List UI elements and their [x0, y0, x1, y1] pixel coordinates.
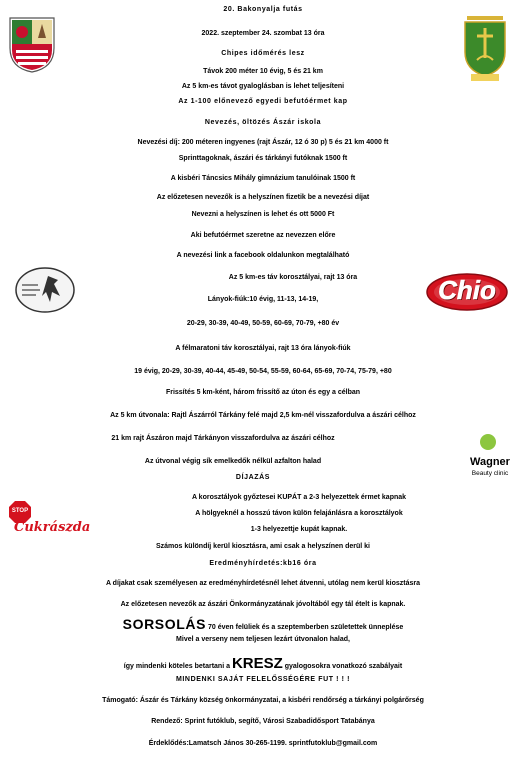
- half-groups: 19 évig, 20-29, 30-39, 40-44, 45-49, 50-54, 55-59, 60-64, 65-69, 70-74, 75-79, +80: [134, 368, 392, 375]
- prize-cup-line: A korosztályok győztesei KUPÁT a 2-3 helyezettek érmet kapnak: [191, 494, 407, 501]
- traffic-line-1: Mivel a verseny nem teljesen lezárt útvonalon halad,: [176, 636, 350, 643]
- on-site-entry-line: Nevezni a helyszínen is lehet és ott 5000 Ft: [191, 211, 335, 218]
- left-coat-of-arms: [8, 14, 56, 74]
- sponsors-line: Támogató: Ászár és Tárkány község önkormányzatai, a kisbéri rendőrség a tárkányi polgárőrség: [102, 697, 424, 704]
- lottery-text: 70 éven felüliek és a szeptemberben születettek ünneplése: [208, 624, 404, 631]
- fee-line: Nevezési díj: 200 méteren ingyenes (rajt Ászár, 12 ó 30 p) 5 és 21 km 4000 ft: [137, 139, 389, 146]
- facebook-line: A nevezési link a facebook oldalunkon megtalálható: [176, 252, 350, 259]
- results-line: Eredményhírdetés:kb16 óra: [209, 560, 317, 567]
- school-line: A kisbéri Táncsics Mihály gimnázium tanulóinak 1500 ft: [170, 175, 356, 182]
- traffic-line-2: [0, 656, 526, 671]
- stop-cukraszda-logo: [8, 500, 91, 540]
- route21-line: 21 km rajt Ászáron majd Tárkányon visszafordulva az ászári célhoz: [111, 435, 335, 442]
- flat-line: Az útvonal végig sík emelkedők nélkül azfalton halad: [144, 458, 322, 465]
- on-site-fee-line: Az előzetesen nevezők is a helyszínen fizetik be a nevezési díjat: [156, 194, 370, 201]
- lottery-line: [0, 617, 526, 631]
- own-risk-line: MINDENKI SAJÁT FELELŐSSÉGÉRE FUT ! ! !: [175, 676, 351, 683]
- lottery-title: SORSOLÁS: [122, 616, 207, 632]
- medal-line: Az 1-100 előnevező egyedi befutóérmet kap: [178, 98, 348, 105]
- traffic-line-2-end: gyalogosokra vonatkozó szabályait: [282, 663, 403, 670]
- sprint-clubs-line: Sprinttagoknak, ászári és tárkányi futóknak 1500 ft: [178, 155, 348, 162]
- event-title: 20. Bakonyalja futás: [223, 6, 303, 13]
- prizes-title: DÍJAZÁS: [235, 474, 271, 481]
- food-line: Az előzetesen nevezők az ászári Önkormányzatának jóvoltából egy tál ételt is kapnak.: [120, 601, 406, 608]
- traffic-kresz: KRESZ: [231, 655, 283, 672]
- special-prizes-line: Számos különdíj kerül kiosztásra, ami csak a helyszínen derül ki: [156, 543, 370, 550]
- cat5-youth: Lányok-fiúk:10 évig, 11-13, 14-19,: [207, 296, 319, 303]
- route5-line: Az 5 km útvonala: Rajtl Ászárról Tárkány felé majd 2,5 km-nél visszafordulva a ászári célhoz: [110, 412, 416, 419]
- cukraszda-text: Cukrászda: [14, 520, 91, 535]
- entry-place-line: Nevezés, öltözés Ászár iskola: [204, 119, 322, 126]
- personal-pickup-line: A díjakat csak személyesen az eredményhírdetésnél lehet átvenni, utólag nem kerül kiosztásra: [105, 580, 421, 587]
- timing-note: Chipes időmérés lesz: [221, 50, 305, 57]
- wagner-logo-subtext: Beauty clinic: [471, 470, 509, 477]
- cat5-title: Az 5 km-es táv korosztályai, rajt 13 óra: [228, 274, 358, 281]
- distances-line: Távok 200 méter 10 évig, 5 és 21 km: [203, 68, 323, 75]
- traffic-line-2-start: így mindenki köteles betartani a: [123, 663, 232, 670]
- organizer-line: Rendező: Sprint futóklub, segítő, Városi Szabadidősport Tatabánya: [151, 718, 375, 725]
- stop-sign-text: STOP: [11, 508, 29, 514]
- wagner-logo-text: Wagner: [470, 456, 510, 468]
- cat5-adult: 20-29, 30-39, 40-49, 50-59, 60-69, 70-79, +80 év: [186, 320, 340, 327]
- walking-line: Az 5 km-es távot gyaloglásban is lehet teljesíteni: [181, 83, 345, 90]
- prize-women-line-2: 1-3 helyezettje kupát kapnak.: [250, 526, 348, 533]
- event-date: 2022. szeptember 24. szombat 13 óra: [201, 30, 325, 37]
- prize-women-line-1: A hölgyeknél a hosszú távon külön felajánlásra a korosztályok: [195, 510, 403, 517]
- refresh-line: Frissítés 5 km-ként, három frissítő az úton és egy a célban: [165, 389, 361, 396]
- preregister-line: Aki befutóérmet szeretne az nevezzen előre: [190, 232, 336, 239]
- half-title: A félmaratoni táv korosztályai, rajt 13 óra lányok-fiúk: [175, 345, 351, 352]
- contact-line: Érdeklődés:Lamatsch János 30-265-1199. sprintfutoklub@gmail.com: [148, 740, 378, 747]
- wagner-leaf-icon: [480, 434, 496, 450]
- chio-logo-text: Chio: [438, 275, 496, 305]
